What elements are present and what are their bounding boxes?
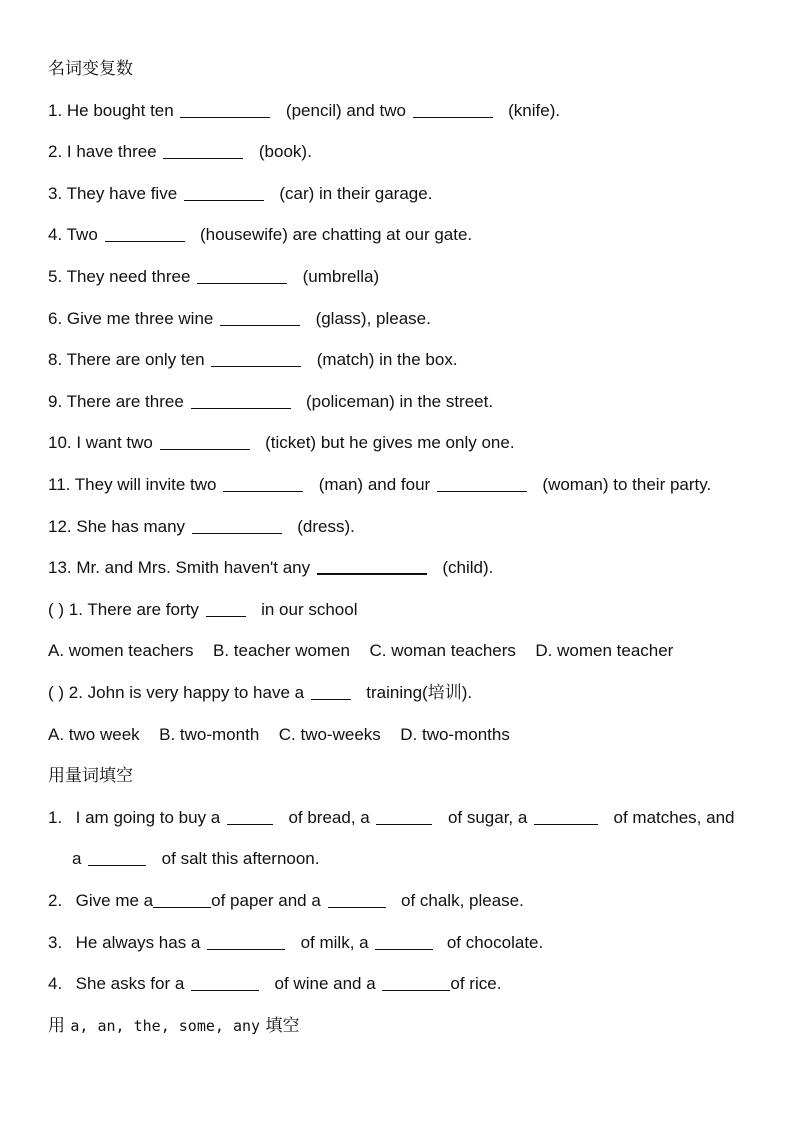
answer-blank[interactable]: [413, 101, 493, 118]
answer-blank[interactable]: [206, 600, 246, 617]
answer-blank[interactable]: [227, 808, 273, 825]
answer-blank[interactable]: [223, 475, 303, 492]
question-8: 8. There are only ten (match) in the box.: [48, 350, 458, 369]
answer-blank[interactable]: [317, 557, 427, 575]
option-c[interactable]: C. two-weeks: [278, 725, 381, 744]
answer-blank[interactable]: [375, 933, 433, 950]
answer-blank[interactable]: [184, 184, 264, 201]
measure-question-3: 3. He always has a of milk, a of chocolate.: [48, 933, 544, 952]
option-d[interactable]: D. two-months: [400, 725, 510, 744]
question-2: 2. I have three (book).: [48, 142, 312, 161]
answer-blank[interactable]: [160, 433, 250, 450]
answer-blank[interactable]: [328, 891, 386, 908]
choice-question-2: ( ) 2. John is very happy to have a training(培训).: [48, 683, 473, 702]
question-10: 10. I want two (ticket) but he gives me only one.: [48, 433, 515, 452]
answer-paren[interactable]: ( ): [48, 683, 65, 702]
question-9: 9. There are three (policeman) in the street.: [48, 392, 494, 411]
answer-blank[interactable]: [191, 974, 259, 991]
question-6: 6. Give me three wine (glass), please.: [48, 309, 431, 328]
answer-blank[interactable]: [88, 849, 146, 866]
measure-question-1: 1. I am going to buy a of bread, a of sugar, a of matches, and: [48, 808, 735, 827]
option-a[interactable]: A. women teachers: [48, 641, 194, 660]
option-b[interactable]: B. two-month: [159, 725, 260, 744]
answer-blank[interactable]: [220, 309, 300, 326]
measure-question-4: 4. She asks for a of wine and a of rice.: [48, 974, 502, 993]
section1-title: 名词变复数: [48, 59, 133, 79]
answer-blank[interactable]: [311, 683, 351, 700]
section3-title: 用 a, an, the, some, any 填空: [48, 1016, 300, 1036]
answer-blank[interactable]: [105, 225, 185, 242]
answer-blank[interactable]: [197, 267, 287, 284]
question-13: 13. Mr. and Mrs. Smith haven't any (child).: [48, 558, 494, 577]
answer-blank[interactable]: [437, 475, 527, 492]
question-11: 11. They will invite two (man) and four (woman) to their party.: [48, 475, 712, 494]
answer-blank[interactable]: [211, 350, 301, 367]
measure-question-1-continued: a of salt this afternoon.: [72, 849, 320, 868]
option-b[interactable]: B. teacher women: [212, 641, 350, 660]
answer-paren[interactable]: ( ): [48, 600, 65, 619]
answer-blank[interactable]: [382, 974, 450, 991]
answer-blank[interactable]: [191, 392, 291, 409]
answer-blank[interactable]: [534, 808, 598, 825]
answer-blank[interactable]: [207, 933, 285, 950]
option-d[interactable]: D. women teacher: [535, 641, 674, 660]
question-1: 1. He bought ten (pencil) and two (knife).: [48, 101, 561, 120]
measure-question-2: 2. Give me a of paper and a of chalk, please.: [48, 891, 524, 910]
choice-question-1-options: [48, 640, 673, 662]
answer-blank[interactable]: [153, 891, 211, 908]
choice-question-2-options: [48, 724, 510, 746]
question-4: 4. Two (housewife) are chatting at our gate.: [48, 225, 473, 244]
answer-blank[interactable]: [163, 142, 243, 159]
answer-blank[interactable]: [180, 101, 270, 118]
option-a[interactable]: A. two week: [48, 725, 140, 744]
option-c[interactable]: C. woman teachers: [369, 641, 516, 660]
section2-title: 用量词填空: [48, 766, 133, 786]
choice-question-1: ( ) 1. There are forty in our school: [48, 600, 358, 619]
question-3: 3. They have five (car) in their garage.: [48, 184, 433, 203]
answer-blank[interactable]: [192, 517, 282, 534]
answer-blank[interactable]: [376, 808, 432, 825]
question-12: 12. She has many (dress).: [48, 517, 355, 536]
question-5: 5. They need three (umbrella): [48, 267, 380, 286]
